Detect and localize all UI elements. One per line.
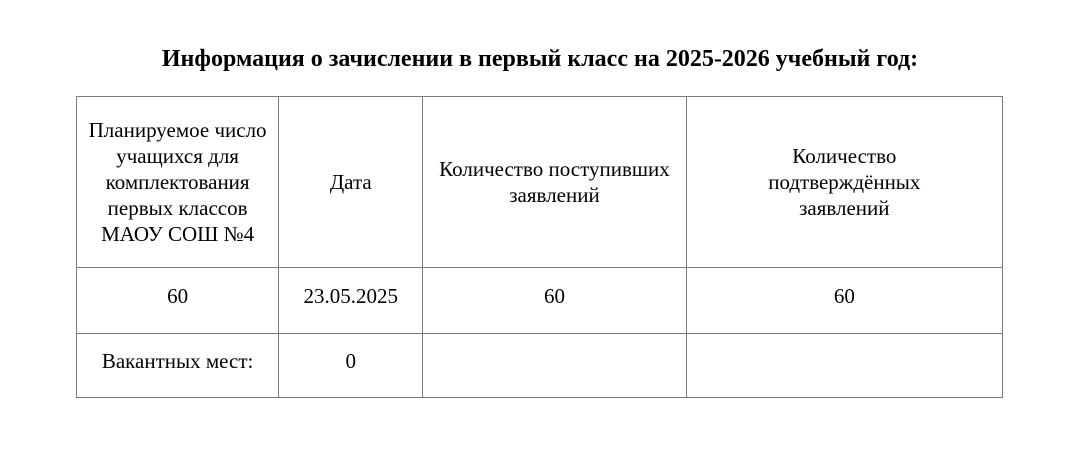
cell-planned: 60 [77, 268, 279, 334]
header-confirmed-applications-cell [686, 97, 1002, 268]
header-planned-count: Планируемое число учащихся для комплектования первых классов МАОУ СОШ №4 [77, 97, 279, 268]
page-title: Информация о зачислении в первый класс на 2025-2026 учебный год: [161, 46, 919, 72]
header-date: Дата [279, 97, 423, 268]
enrollment-table [76, 96, 1003, 398]
cell-empty [686, 334, 1002, 398]
cell-received: 60 [423, 268, 686, 334]
cell-confirmed: 60 [686, 268, 1002, 334]
cell-vacant-value: 0 [279, 334, 423, 398]
table-row [77, 268, 1003, 334]
header-confirmed-applications: Количество подтверждённых заявлений [768, 144, 921, 220]
table-row-vacant [77, 334, 1003, 398]
header-received-applications: Количество поступивших заявлений [423, 97, 686, 268]
table-header-row [77, 97, 1003, 268]
cell-empty [423, 334, 686, 398]
cell-date: 23.05.2025 [279, 268, 423, 334]
cell-vacant-label: Вакантных мест: [77, 334, 279, 398]
